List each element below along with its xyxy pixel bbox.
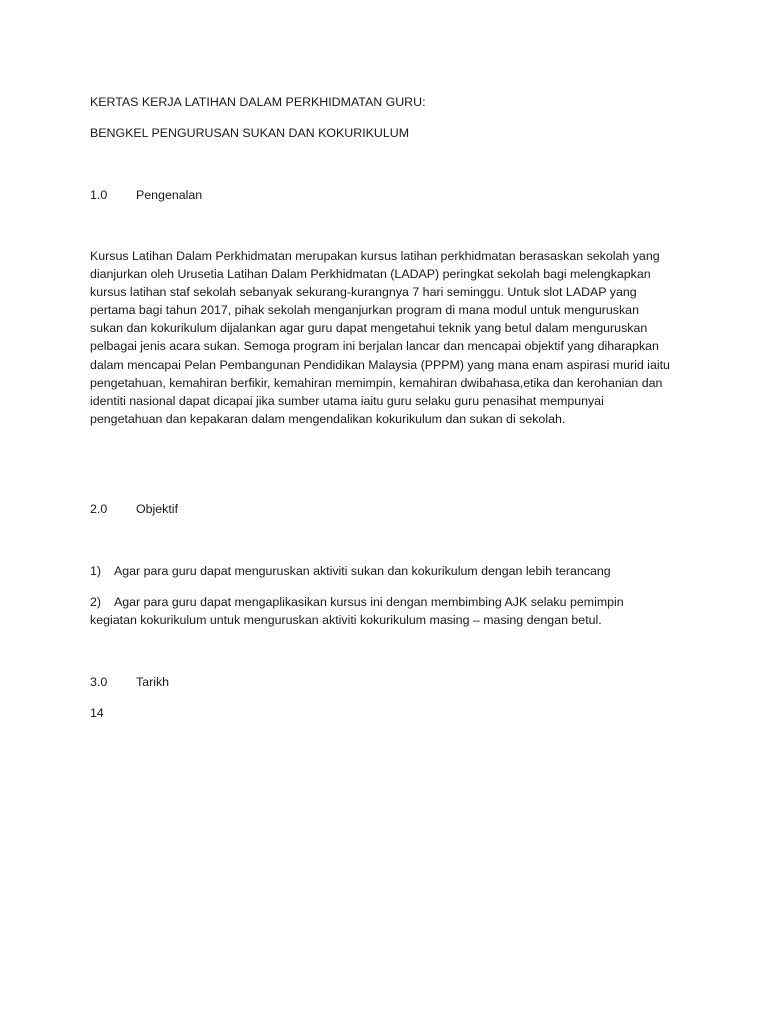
document-title-line-1: KERTAS KERJA LATIHAN DALAM PERKHIDMATAN GURU: — [90, 95, 426, 109]
paragraph-line: pelbagai jenis acara sukan. Semoga program ini berjalan lancar dan mencapai objektif yang diharapkan — [90, 339, 659, 354]
introduction-paragraph — [90, 247, 690, 428]
section-heading-tarikh — [90, 673, 169, 691]
objective-item-1 — [90, 562, 611, 580]
paragraph-line: pengetahuan dan kepakaran dalam mengendalikan kokurikulum dan sukan di sekolah. — [90, 411, 566, 426]
section-heading-pengenalan — [90, 186, 202, 204]
section-number: 2.0 — [90, 502, 108, 516]
objective-item-2 — [90, 593, 624, 611]
paragraph-line: pengetahuan, kemahiran berfikir, kemahiran memimpin, kemahiran dwibahasa,etika dan kerohanian dan — [90, 375, 663, 390]
section-number: 1.0 — [90, 188, 108, 202]
tarikh-value: 14 — [90, 706, 104, 720]
objective-number: 1) — [90, 564, 102, 578]
section-title: Tarikh — [136, 675, 170, 689]
objective-number: 2) — [90, 595, 102, 609]
paragraph-line: Kursus Latihan Dalam Perkhidmatan merupakan kursus latihan perkhidmatan berasaskan sekolah yang — [90, 249, 660, 263]
objective-item-2-continuation: kegiatan kokurikulum untuk menguruskan aktiviti kokurikulum masing – masing dengan betul. — [90, 613, 602, 627]
paragraph-line: kursus latihan staf sekolah sebanyak sekurang-kurangnya 7 hari seminggu. Untuk slot LADAP yang — [90, 285, 637, 300]
section-title: Objektif — [136, 502, 179, 516]
paragraph-line: pertama bagi tahun 2017, pihak sekolah menganjurkan program di mana modul untuk menguruskan — [90, 303, 639, 318]
objective-text: Agar para guru dapat menguruskan aktiviti sukan dan kokurikulum dengan lebih terancang — [114, 564, 611, 578]
paragraph-line: dalam mencapai Pelan Pembangunan Pendidikan Malaysia (PPPM) yang mana enam aspirasi murid iaitu — [90, 357, 670, 372]
paragraph-line: dianjurkan oleh Urusetia Latihan Dalam Perkhidmatan (LADAP) peringkat sekolah bagi melengkapkan — [90, 267, 651, 282]
objective-text: Agar para guru dapat mengaplikasikan kursus ini dengan membimbing AJK selaku pemimpin — [114, 595, 624, 609]
document-title-line-2: BENGKEL PENGURUSAN SUKAN DAN KOKURIKULUM — [90, 126, 410, 140]
paragraph-line: sukan dan kokurikulum dijalankan agar guru dapat mengetahui teknik yang betul dalam menguruskan — [90, 321, 648, 336]
paragraph-line: identiti nasional dapat dicapai jika sumber utama iaitu guru selaku guru penasihat mempunyai — [90, 393, 604, 408]
section-title: Pengenalan — [136, 188, 203, 202]
section-heading-objektif — [90, 500, 178, 518]
section-number: 3.0 — [90, 675, 108, 689]
